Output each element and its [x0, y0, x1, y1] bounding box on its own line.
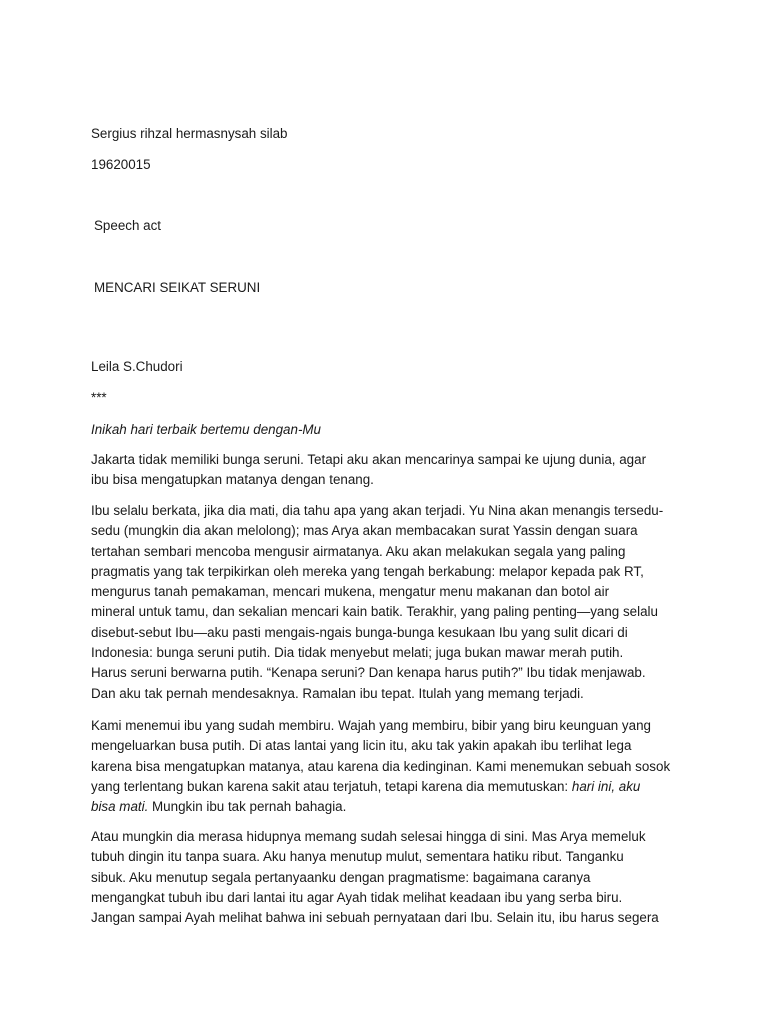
- paragraph-line: sedu (mungkin dia akan melolong); mas Arya akan membacakan surat Yassin dengan suara: [91, 523, 638, 539]
- paragraph-line: mengeluarkan busa putih. Di atas lantai yang licin itu, aku tak yakin apakah ibu terlihat lega: [91, 738, 632, 754]
- section-separator: ***: [91, 390, 107, 405]
- paragraph-line: Indonesia: bunga seruni putih. Dia tidak menyebut melati; juga bukan mawar merah putih.: [91, 645, 624, 661]
- paragraph-line: Ibu selalu berkata, jika dia mati, dia tahu apa yang akan terjadi. Yu Nina akan menangis tersedu-: [91, 503, 664, 518]
- paragraph-line: [91, 797, 691, 817]
- paragraph-line: tubuh dingin itu tanpa suara. Aku hanya menutup mulut, sementara hatiku ribut. Tanganku: [91, 849, 624, 865]
- story-title: MENCARI SEIKAT SERUNI: [94, 280, 261, 295]
- paragraph-4: [91, 827, 691, 928]
- author-name: Sergius rihzal hermasnysah silab: [91, 126, 288, 141]
- paragraph-line: Jakarta tidak memiliki bunga seruni. Tetapi aku akan mencarinya sampai ke ujung dunia, agar: [91, 452, 647, 467]
- paragraph-line: [91, 777, 691, 797]
- epigraph: [91, 420, 321, 440]
- paragraph-2: [91, 501, 691, 704]
- paragraph-line: Kami menemui ibu yang sudah membiru. Wajah yang membiru, bibir yang biru keunguan yang: [91, 718, 651, 733]
- paragraph-text: yang terlentang bukan karena sakit atau terjatuh, tetapi karena dia memutuskan:: [91, 778, 572, 794]
- paragraph-line: karena bisa mengatupkan matanya, atau karena dia kedinginan. Kami menemukan sebuah sosok: [91, 758, 671, 774]
- paragraph-line: Jangan sampai Ayah melihat bahwa ini sebuah pernyataan dari Ibu. Selain itu, ibu harus segera: [91, 910, 659, 926]
- paragraph-line: mengurus tanah pemakaman, mencari mukena, mengatur menu makanan dan botol air: [91, 584, 610, 600]
- paragraph-line: ibu bisa mengatupkan matanya dengan tenang.: [91, 472, 374, 488]
- paragraph-line: disebut-sebut Ibu—aku pasti mengais-ngais bunga-bunga kesukaan Ibu yang sulit dicari di: [91, 624, 628, 640]
- paragraph-line: Dan aku tak pernah mendesaknya. Ramalan ibu tepat. Itulah yang memang terjadi.: [91, 685, 584, 701]
- paragraph-line: mengangkat tubuh ibu dari lantai itu agar Ayah tidak melihat keadaan ibu yang serba biru.: [91, 889, 623, 905]
- emphasis-text: bisa mati.: [91, 799, 149, 815]
- paragraph-line: sibuk. Aku menutup segala pertanyaanku dengan pragmatisme: bagaimana caranya: [91, 869, 591, 885]
- paragraph-3: [91, 716, 691, 817]
- paragraph-1: [91, 450, 691, 491]
- paragraph-line: Atau mungkin dia merasa hidupnya memang sudah selesai hingga di sini. Mas Arya memeluk: [91, 829, 646, 844]
- paragraph-text: Mungkin ibu tak pernah bahagia.: [148, 799, 347, 815]
- paragraph-line: tertahan sembari mencoba mengusir airmatanya. Aku akan melakukan segala yang paling: [91, 543, 626, 559]
- paragraph-line: pragmatis yang tak terpikirkan oleh mereka yang tengah berkabung: melapor kepada pak RT,: [91, 563, 644, 579]
- paragraph-line: mineral untuk tamu, dan sekalian mencari kain batik. Terakhir, yang paling penting—yang selalu: [91, 604, 658, 620]
- epigraph-text: Inikah hari terbaik bertemu dengan-Mu: [91, 422, 322, 437]
- source-author: Leila S.Chudori: [91, 359, 183, 374]
- student-id: 19620015: [91, 157, 151, 172]
- emphasis-text: hari ini, aku: [571, 778, 641, 794]
- course-name: Speech act: [94, 218, 161, 233]
- paragraph-line: Harus seruni berwarna putih. “Kenapa seruni? Dan kenapa harus putih?” Ibu tidak menjawab.: [91, 665, 646, 681]
